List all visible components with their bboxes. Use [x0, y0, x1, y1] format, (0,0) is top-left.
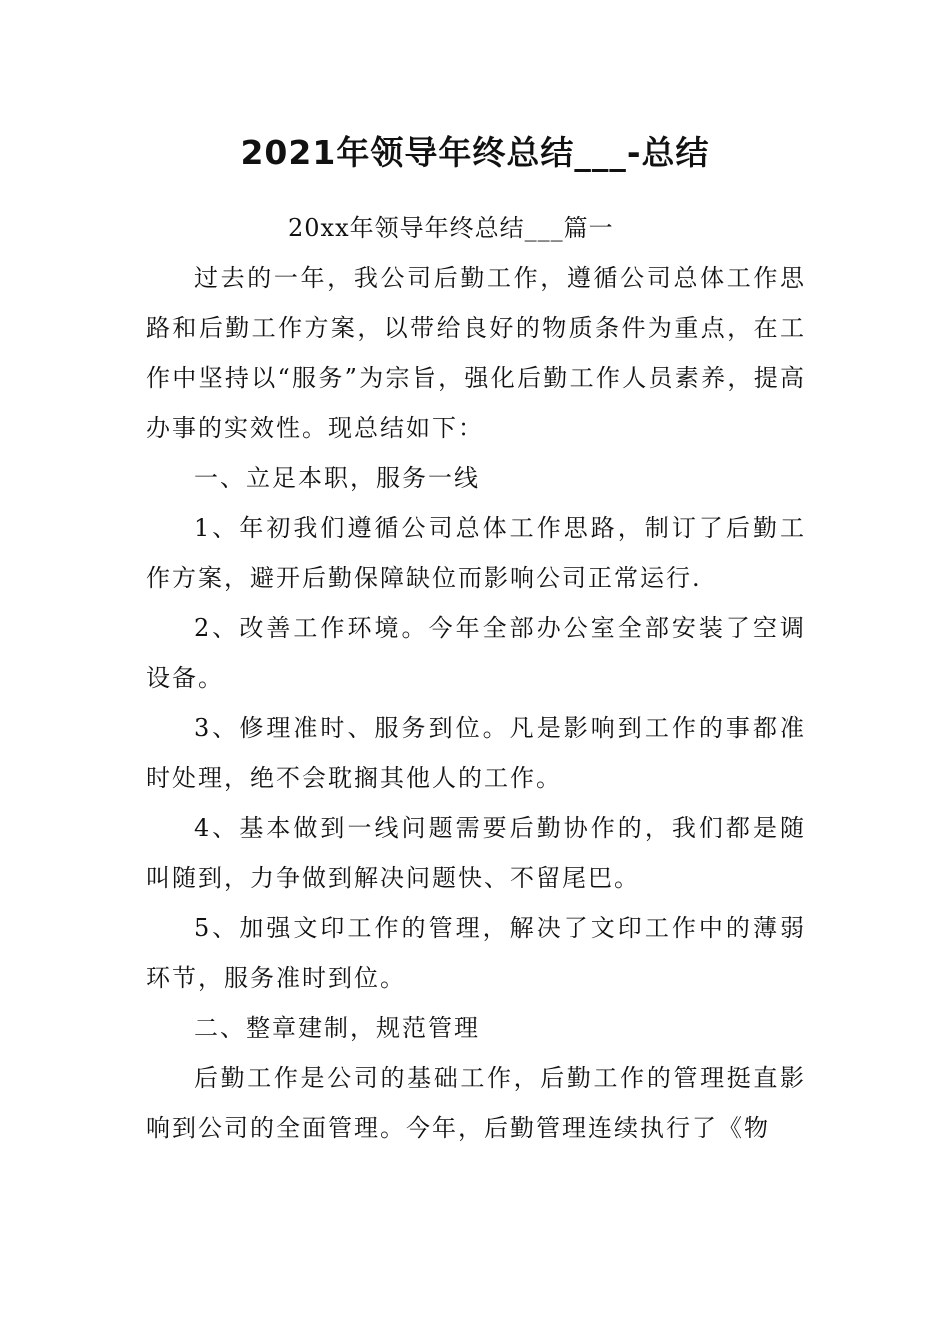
- paragraph-intro: 过去的一年，我公司后勤工作，遵循公司总体工作思路和后勤工作方案，以带给良好的物质条件为重点，在工作中坚持以“服务”为宗旨，强化后勤工作人员素养，提高办事的实效性。现总结如下：: [146, 264, 806, 442]
- document-subtitle: 20xx年领导年终总结___篇一: [288, 214, 614, 242]
- paragraph-item-3: 3、修理准时、服务到位。凡是影响到工作的事都准时处理，绝不会耽搁其他人的工作。: [146, 714, 806, 792]
- section-heading-1: 一、立足本职，服务一线: [194, 464, 480, 492]
- paragraph-item-1: 1、年初我们遵循公司总体工作思路，制订了后勤工作方案，避开后勤保障缺位而影响公司正常运行.: [146, 514, 806, 592]
- document-title: 2021年领导年终总结___-总结: [240, 133, 710, 172]
- paragraph-item-5: 5、加强文印工作的管理，解决了文印工作中的薄弱环节，服务准时到位。: [146, 914, 806, 992]
- paragraph-management: 后勤工作是公司的基础工作，后勤工作的管理挺直影响到公司的全面管理。今年，后勤管理连续执行了《物: [146, 1064, 806, 1142]
- section-heading-2: 二、整章建制，规范管理: [194, 1014, 480, 1042]
- paragraph-item-2: 2、改善工作环境。今年全部办公室全部安装了空调设备。: [146, 614, 806, 692]
- paragraph-item-4: 4、基本做到一线问题需要后勤协作的，我们都是随叫随到，力争做到解决问题快、不留尾巴。: [146, 814, 806, 892]
- document-body: [146, 203, 806, 1153]
